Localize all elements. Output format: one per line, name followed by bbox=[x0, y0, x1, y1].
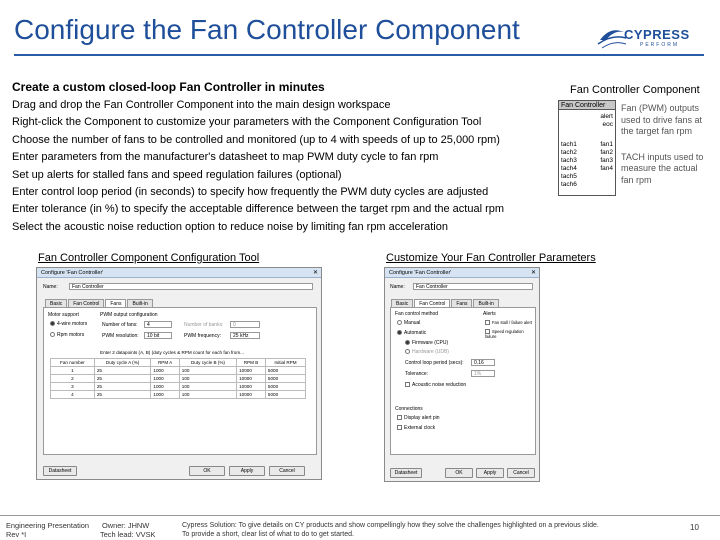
logo-subtext: PERFORM bbox=[640, 42, 679, 48]
opt-automatic[interactable] bbox=[397, 330, 426, 336]
cancel-button[interactable]: Cancel bbox=[507, 468, 535, 478]
opt-automatic-label: Automatic bbox=[404, 330, 427, 336]
tab-basic[interactable]: Basic bbox=[45, 299, 67, 307]
bullet-list bbox=[12, 97, 557, 236]
conn-external[interactable] bbox=[397, 425, 435, 431]
cell: 1 bbox=[51, 367, 95, 375]
logo-text: CYPRESS bbox=[624, 27, 690, 42]
bullet-item: Set up alerts for stalled fans and speed regulation failures (optional) bbox=[12, 168, 342, 181]
bullet-item: Enter control loop period (in seconds) to specify how frequently the PWM duty cycles are adjusted bbox=[12, 186, 489, 199]
banks-label: Number of banks: bbox=[184, 322, 224, 328]
alert-speed[interactable] bbox=[485, 329, 535, 339]
cell-input[interactable]: 25 bbox=[94, 391, 151, 399]
fan-controller-caption: Fan Controller Component bbox=[570, 84, 700, 96]
opt-firmware[interactable] bbox=[405, 340, 448, 346]
fan-controller-symbol[interactable] bbox=[558, 100, 616, 196]
pwm-res-label: PWM resolution: bbox=[102, 333, 139, 339]
opt-manual[interactable] bbox=[397, 320, 420, 326]
motor-support-label: Motor support bbox=[48, 312, 79, 318]
col-header: Duty cycle B (%) bbox=[179, 359, 236, 367]
note-spacer bbox=[621, 138, 711, 152]
tab-fan-control[interactable]: Fan Control bbox=[68, 299, 104, 307]
opt-firmware-label: Firmware (CPU) bbox=[412, 340, 449, 346]
pin-tach6: tach6 bbox=[561, 181, 577, 188]
page-number: 10 bbox=[690, 523, 699, 532]
bullet-item: Enter parameters from the manufacturer's datasheet to map PWM duty cycle to fan rpm bbox=[12, 151, 439, 164]
bullet-item: Drag and drop the Fan Controller Component into the main design workspace bbox=[12, 99, 391, 111]
tolerance-label: Tolerance: bbox=[405, 371, 429, 377]
pin-tach2: tach2 bbox=[561, 149, 577, 156]
col-header: RPM A bbox=[151, 359, 179, 367]
name-input[interactable]: Fan Controller bbox=[413, 283, 533, 290]
cell: 3 bbox=[51, 383, 95, 391]
acoustic-label: Acoustic noise reduction bbox=[412, 382, 467, 388]
datasheet-button[interactable]: Datasheet bbox=[390, 468, 422, 478]
cell-input[interactable]: 100 bbox=[179, 367, 236, 375]
alert-stall[interactable] bbox=[485, 320, 532, 325]
col-header: RPM B bbox=[237, 359, 266, 367]
table-row bbox=[51, 367, 306, 375]
freq-label: PWM frequency: bbox=[184, 333, 221, 339]
footer-tech-lead: Tech lead: VVSK bbox=[100, 530, 156, 539]
cell-input[interactable]: 1000 bbox=[151, 367, 179, 375]
fan-table bbox=[50, 358, 306, 399]
loop-period-label: Control loop period (secs): bbox=[405, 360, 464, 366]
table-header-row bbox=[51, 359, 306, 367]
radio-icon bbox=[50, 321, 55, 326]
cell-input[interactable]: 10000 bbox=[237, 367, 266, 375]
name-label: Name: bbox=[390, 284, 405, 290]
bullet-item: Select the acoustic noise reduction option to reduce noise by limiting fan rpm acceleration bbox=[12, 220, 448, 233]
checkbox-icon bbox=[397, 425, 402, 430]
cell-input[interactable]: 5000 bbox=[265, 375, 305, 383]
dialog-title: Configure 'Fan Controller' bbox=[385, 268, 539, 278]
fan-controller-notes bbox=[621, 103, 711, 186]
opt-hardware-label: Hardware (UDB) bbox=[412, 349, 449, 355]
pin-fan1: fan1 bbox=[600, 141, 613, 148]
caption-config-tool: Fan Controller Component Configuration Tool bbox=[38, 252, 260, 264]
connections-label: Connections bbox=[395, 406, 423, 412]
footer-owner: Owner: JHNW bbox=[102, 521, 150, 530]
table-row bbox=[51, 383, 306, 391]
pin-tach1: tach1 bbox=[561, 141, 577, 148]
cell-input[interactable]: 5000 bbox=[265, 367, 305, 375]
cell-input[interactable]: 100 bbox=[179, 375, 236, 383]
fans-panel bbox=[43, 307, 317, 455]
cell: 4 bbox=[51, 391, 95, 399]
footer-note-1: Cypress Solution: To give details on CY products and show compellingly how they solve the challenges highlighted on a previous slide. bbox=[182, 522, 599, 529]
pwm-res-select[interactable]: 10 bit bbox=[144, 332, 172, 339]
radio-icon bbox=[405, 349, 410, 354]
col-header: Initial RPM bbox=[265, 359, 305, 367]
pin-tach5: tach5 bbox=[561, 173, 577, 180]
cell-input[interactable]: 10000 bbox=[237, 391, 266, 399]
cell: 2 bbox=[51, 375, 95, 383]
title-divider bbox=[14, 54, 704, 56]
footer-presentation: Engineering Presentation bbox=[6, 521, 89, 530]
cell-input[interactable]: 10000 bbox=[237, 383, 266, 391]
cancel-button[interactable]: Cancel bbox=[269, 466, 305, 476]
pin-fan2: fan2 bbox=[600, 149, 613, 156]
freq-select[interactable]: 25 kHz bbox=[230, 332, 260, 339]
banks-select[interactable]: 0 bbox=[230, 321, 260, 328]
pwm-note: Fan (PWM) outputs used to drive fans at the target fan rpm bbox=[621, 103, 703, 136]
ok-button[interactable]: OK bbox=[189, 466, 225, 476]
tab-fan-control[interactable]: Fan Control bbox=[414, 299, 450, 307]
cell-input[interactable]: 5000 bbox=[265, 383, 305, 391]
cell-input[interactable]: 100 bbox=[179, 383, 236, 391]
tab-bar bbox=[45, 299, 154, 307]
fan-control-panel bbox=[390, 307, 536, 455]
cell-input[interactable]: 10000 bbox=[237, 375, 266, 383]
checkbox-icon bbox=[485, 320, 490, 325]
cell-input[interactable]: 1000 bbox=[151, 383, 179, 391]
radio-icon bbox=[397, 320, 402, 325]
tab-basic[interactable]: Basic bbox=[391, 299, 413, 307]
fan-control-method-label: Fan control method bbox=[395, 311, 439, 317]
opt-manual-label: Manual bbox=[404, 320, 421, 326]
cell-input[interactable]: 1000 bbox=[151, 375, 179, 383]
num-fans-label: Number of fans: bbox=[102, 322, 138, 328]
conn-alert[interactable] bbox=[397, 415, 440, 421]
tab-built-in[interactable]: Built-in bbox=[473, 299, 498, 307]
alert-speed-label: Speed regulation failure bbox=[485, 329, 524, 340]
pin-tach4: tach4 bbox=[561, 165, 577, 172]
bullet-item: Choose the number of fans to be controlled and monitored (up to 4 with speeds of up to 25,000 rpm) bbox=[12, 133, 500, 146]
opt-4wire[interactable] bbox=[50, 321, 87, 327]
tab-built-in[interactable]: Built-in bbox=[127, 299, 152, 307]
radio-icon bbox=[405, 340, 410, 345]
pin-eoc: eoc bbox=[602, 121, 613, 128]
tab-fans[interactable]: Fans bbox=[451, 299, 472, 307]
footer-rev: Rev *I bbox=[6, 530, 27, 539]
conn-alert-label: Display alert pin bbox=[404, 415, 440, 421]
conn-external-label: External clock bbox=[404, 425, 436, 431]
tach-note: TACH inputs used to measure the actual fan rpm bbox=[621, 151, 704, 185]
cell-input[interactable]: 25 bbox=[94, 375, 151, 383]
caption-customize: Customize Your Fan Controller Parameters bbox=[386, 252, 596, 264]
pwm-config-label: PWM output configuration bbox=[100, 312, 158, 318]
cell-input[interactable]: 1000 bbox=[151, 391, 179, 399]
datasheet-button[interactable]: Datasheet bbox=[43, 466, 77, 476]
opt-2wire-label: Rpm motors bbox=[57, 332, 85, 338]
alert-stall-label: Fan stall / failure alert bbox=[492, 320, 533, 325]
close-icon[interactable]: ✕ bbox=[530, 270, 536, 276]
bullet-item: Right-click the Component to customize your parameters with the Component Configuration Tool bbox=[12, 116, 482, 129]
cell-input[interactable]: 5000 bbox=[265, 391, 305, 399]
ok-button[interactable]: OK bbox=[445, 468, 473, 478]
cell-input[interactable]: 100 bbox=[179, 391, 236, 399]
alerts-label: Alerts bbox=[483, 311, 496, 317]
checkbox-icon bbox=[397, 415, 402, 420]
opt-2wire[interactable] bbox=[50, 332, 84, 338]
name-input[interactable]: Fan Controller bbox=[69, 283, 313, 290]
config-dialog-fan-control[interactable] bbox=[384, 267, 540, 482]
subheading: Create a custom closed-loop Fan Controller in minutes bbox=[12, 80, 325, 94]
apply-button[interactable]: Apply bbox=[476, 468, 504, 478]
loop-period-input[interactable]: 0.16 bbox=[471, 359, 495, 366]
slide-title: Configure the Fan Controller Component bbox=[14, 14, 520, 45]
dialog-title: Configure 'Fan Controller' bbox=[37, 268, 321, 278]
opt-hardware[interactable] bbox=[405, 349, 449, 355]
bullet-item: Enter tolerance (in %) to specify the acceptable difference between the target rpm and the actual rpm bbox=[12, 203, 505, 216]
footer-divider bbox=[0, 515, 720, 516]
table-caption: Enter 2 datapoints (A, B) (duty cycles & RPM count for each fan from... bbox=[100, 350, 244, 355]
cell-input[interactable]: 25 bbox=[94, 383, 151, 391]
config-dialog-fans[interactable] bbox=[36, 267, 322, 480]
cell-input[interactable]: 25 bbox=[94, 367, 151, 375]
close-icon[interactable]: ✕ bbox=[312, 270, 318, 276]
table-row bbox=[51, 375, 306, 383]
col-header: Duty cycle A (%) bbox=[94, 359, 151, 367]
opt-4wire-label: 4-wire motors bbox=[57, 321, 88, 327]
footer-note-2: To provide a short, clear list of what to do to get started. bbox=[182, 531, 354, 538]
pin-alert: alert bbox=[600, 113, 613, 120]
acoustic-checkbox[interactable] bbox=[405, 382, 466, 388]
apply-button[interactable]: Apply bbox=[229, 466, 265, 476]
symbol-header: Fan Controller bbox=[559, 101, 615, 110]
pin-fan3: fan3 bbox=[600, 157, 613, 164]
name-label: Name: bbox=[43, 284, 58, 290]
tab-bar bbox=[391, 299, 500, 307]
pin-fan4: fan4 bbox=[600, 165, 613, 172]
tolerance-select[interactable]: 1% bbox=[471, 370, 495, 377]
radio-icon bbox=[50, 332, 55, 337]
num-fans-select[interactable]: 4 bbox=[144, 321, 172, 328]
tab-fans[interactable]: Fans bbox=[105, 299, 126, 307]
table-row bbox=[51, 391, 306, 399]
radio-icon bbox=[397, 330, 402, 335]
checkbox-icon bbox=[405, 382, 410, 387]
col-header: Fan number bbox=[51, 359, 95, 367]
pin-tach3: tach3 bbox=[561, 157, 577, 164]
